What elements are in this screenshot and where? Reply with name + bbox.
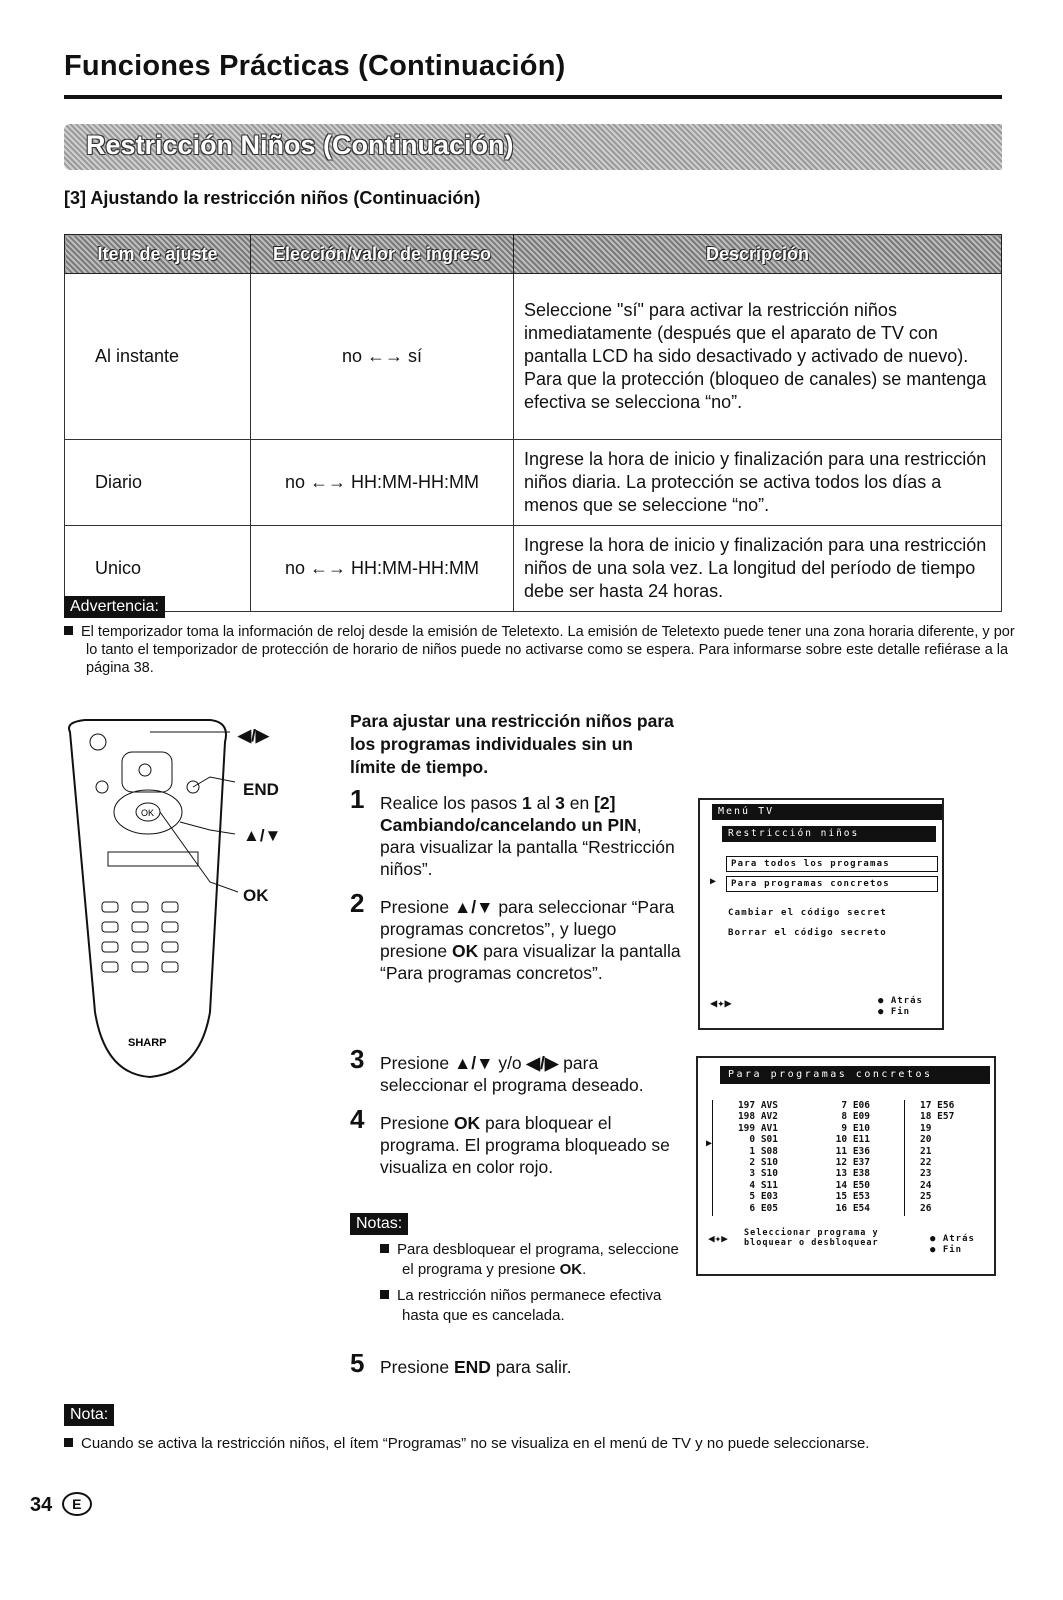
program-entry: 2 S10	[749, 1157, 778, 1169]
advertencia-text	[64, 623, 1024, 677]
nota-text: Cuando se activa la restricción niños, el ítem “Programas” no se visualiza en el menú de TV y no puede seleccionarse.	[64, 1434, 1016, 1454]
language-mark-icon: E	[62, 1492, 92, 1516]
program-entry: 11 E36	[835, 1145, 870, 1157]
subheading: [3] Ajustando la restricción niños (Continuación)	[64, 188, 481, 208]
screen2-hint: Seleccionar programa y bloquear o desbloquear	[744, 1228, 879, 1248]
page-number: 34 E	[30, 1492, 92, 1517]
program-column-3	[920, 1100, 974, 1214]
row-item: Unico	[65, 526, 251, 612]
program-entry: 15 E53	[835, 1191, 870, 1203]
step-2: 2 Presione ▲/▼ para seleccionar “Para programas concretos”, y luego presione OK para visualizar la pantalla “Para programas concretos”.	[350, 888, 681, 983]
back-icon: ●	[930, 1234, 937, 1244]
program-entry: 1 S08	[749, 1145, 778, 1157]
advertencia-body: El temporizador toma la información de reloj desde la emisión de Teletexto. La emisión de Teletexto puede tener una zona horaria diferente, y por lo tanto el temporizador de protección de horario de niños puede no activarse como se espera. Para informarse sobre este detalle refiérase a la página 38.	[81, 624, 1015, 676]
program-entry: 16 E54	[835, 1202, 870, 1214]
section-band-label: Restricción Niños (Continuación)	[86, 130, 514, 160]
table-header-row	[65, 235, 1002, 274]
screen1-title: Menú TV	[712, 804, 942, 820]
table-row	[65, 526, 1002, 612]
back-icon: ●	[878, 996, 885, 1006]
notas-label: Notas:	[350, 1213, 408, 1235]
row-desc: Seleccione "sí" para activar la restricción niños inmediatamente (después que el aparato de TV con pantalla LCD ha sido desactivado y activado de nuevo). Para que la protección (bloqueo de canales) se mantenga efectiva se selecciona “no”.	[514, 274, 1002, 440]
screen1-item: Cambiar el código secret	[728, 908, 887, 918]
advertencia-label: Advertencia:	[64, 596, 165, 618]
screen1-item-selected: Para programas concretos	[726, 876, 938, 892]
list-item: Para desbloquear el programa, seleccione el programa y presione OK.	[380, 1240, 680, 1280]
program-entry: 197 AVS	[737, 1100, 778, 1111]
screen1-item: Para todos los programas	[726, 856, 938, 872]
program-entry: 5 E03	[749, 1191, 778, 1203]
remote-body	[69, 720, 226, 1077]
procedure-heading: Para ajustar una restricción niños para los programas individuales sin un límite de tiempo.	[350, 711, 674, 777]
program-column-1	[718, 1100, 778, 1214]
program-entry: 21	[920, 1145, 932, 1157]
remote-illustration	[60, 712, 320, 1092]
table-row	[65, 440, 1002, 526]
brand-logo: SHARP	[128, 1037, 167, 1049]
screen1-item: Borrar el código secreto	[728, 928, 887, 938]
table-row	[65, 274, 1002, 440]
settings-table	[64, 234, 1002, 612]
program-column-2	[810, 1100, 870, 1214]
program-entry: 23	[920, 1168, 932, 1180]
program-entry: 12 E37	[835, 1157, 870, 1169]
list-item: La restricción niños permanece efectiva hasta que es cancelada.	[380, 1286, 680, 1326]
program-entry: 199 AV1	[737, 1122, 778, 1134]
program-entry: 24	[920, 1179, 932, 1191]
screen2-footer: ● Atrás ● Fin	[930, 1234, 975, 1255]
row-item: Al instante	[65, 274, 251, 440]
notas-list	[380, 1240, 680, 1326]
program-entry: 14 E50	[835, 1179, 870, 1191]
col-header-desc: Descripción	[514, 235, 1002, 274]
bullet-icon	[64, 626, 73, 635]
title-rule	[64, 95, 1002, 99]
label-up-down: ▲/▼	[243, 826, 282, 845]
dpad-icon: ◀✦▶	[710, 996, 732, 1010]
number-keypad-icon	[102, 902, 178, 972]
col-header-item: Item de ajuste	[65, 235, 251, 274]
row-desc: Ingrese la hora de inicio y finalización para una restricción niños de una sola vez. La longitud del período de tiempo debe ser hasta 24 horas.	[514, 526, 1002, 612]
screen-menu-restriccion	[698, 798, 944, 1030]
power-icon	[90, 734, 106, 750]
label-ok: OK	[243, 886, 269, 905]
label-left-right: ◀/▶	[238, 726, 269, 745]
screen1-subtitle: Restricción niños	[722, 826, 936, 842]
dpad-icon: ◀✦▶	[708, 1232, 728, 1245]
program-entry: 17 E56	[920, 1100, 955, 1111]
row-value: no ←→ HH:MM-HH:MM	[251, 440, 514, 526]
pointer-icon: ▶	[706, 1138, 713, 1149]
program-entry: 22	[920, 1157, 932, 1169]
program-entry: 3 S10	[749, 1168, 778, 1180]
program-entry: 20	[920, 1134, 932, 1146]
program-entry: 7 E06	[841, 1100, 870, 1111]
screen1-footer: ● Atrás ● Fin	[878, 996, 923, 1017]
program-entry: 26	[920, 1202, 932, 1214]
nota-label: Nota:	[64, 1404, 114, 1426]
program-entry: 10 E11	[835, 1134, 870, 1146]
program-entry: 0 S01	[749, 1134, 778, 1146]
program-entry: 6 E05	[749, 1202, 778, 1214]
svg-text:OK: OK	[141, 808, 155, 818]
step-1: 1 Realice los pasos 1 al 3 en [2] Cambiando/cancelando un PIN, para visualizar la pantalla “Restricción niños”.	[350, 784, 675, 879]
program-entry: 18 E57	[920, 1111, 955, 1123]
program-entry: 4 S11	[749, 1179, 778, 1191]
screen-programas-concretos	[696, 1056, 996, 1276]
label-end: END	[243, 780, 279, 799]
row-desc: Ingrese la hora de inicio y finalización para una restricción niños diaria. La protección se activa todos los días a menos que se seleccione “no”.	[514, 440, 1002, 526]
button-icon	[96, 781, 108, 793]
program-entry: 25	[920, 1191, 932, 1203]
pointer-icon: ▶	[710, 876, 717, 887]
program-entry: 8 E09	[841, 1111, 870, 1123]
bullet-icon	[64, 1438, 73, 1447]
program-entry: 198 AV2	[737, 1111, 778, 1123]
col-header-value: Elección/valor de ingreso	[251, 235, 514, 274]
program-entry: 9 E10	[841, 1122, 870, 1134]
step-3: 3 Presione ▲/▼ y/o ◀/▶ para seleccionar el programa deseado.	[350, 1044, 644, 1095]
row-value: no ←→ sí	[251, 274, 514, 440]
ok-ring-icon	[122, 752, 172, 792]
program-entry: 13 E38	[835, 1168, 870, 1180]
step-5: 5 Presione END para salir.	[350, 1348, 572, 1378]
screen2-title: Para programas concretos	[720, 1066, 990, 1084]
section-band	[64, 124, 1002, 170]
end-icon: ●	[930, 1245, 937, 1255]
row-item: Diario	[65, 440, 251, 526]
page-title: Funciones Prácticas (Continuación)	[64, 50, 566, 82]
bullet-icon	[380, 1290, 389, 1299]
step-4: 4 Presione OK para bloquear el programa. El programa bloqueado se visualiza en color rojo.	[350, 1104, 670, 1177]
row-value: no ←→ HH:MM-HH:MM	[251, 526, 514, 612]
end-icon: ●	[878, 1007, 885, 1017]
button-icon	[139, 764, 151, 776]
bullet-icon	[380, 1244, 389, 1253]
program-entry: 19	[920, 1122, 932, 1134]
